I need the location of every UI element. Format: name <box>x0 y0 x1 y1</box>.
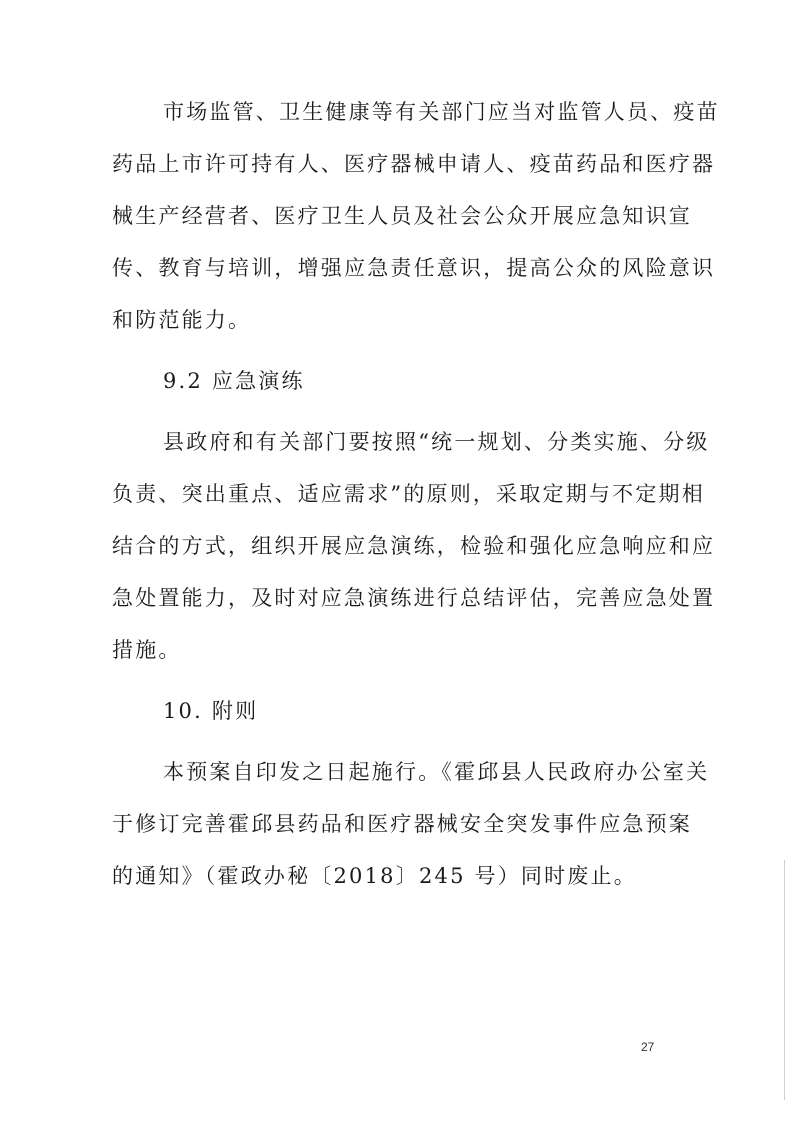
paragraph-1-line-4: 传、教育与培训，增强应急责任意识，提高公众的风险意识 <box>112 256 716 280</box>
paragraph-2-line-2: 负责、突出重点、适应需求”的原则，采取定期与不定期相 <box>112 482 705 506</box>
paragraph-2-line-3: 结合的方式，组织开展应急演练，检验和强化应急响应和应 <box>112 534 716 558</box>
paragraph-3-line-3: 的通知》（霍政办秘〔2018〕245 号）同时废止。 <box>112 864 637 888</box>
paragraph-2-line-1: 县政府和有关部门要按照“统一规划、分类实施、分级 <box>163 430 710 454</box>
paragraph-2-line-5: 措施。 <box>112 638 182 662</box>
section-heading-10: 10. 附则 <box>163 699 259 723</box>
paragraph-3-line-1: 本预案自印发之日起施行。《霍邱县人民政府办公室关 <box>163 760 710 784</box>
page-number: 27 <box>641 1040 655 1054</box>
paragraph-2-line-4: 急处置能力，及时对应急演练进行总结评估，完善应急处置 <box>112 586 716 610</box>
paragraph-1-line-5: 和防范能力。 <box>112 308 252 332</box>
paragraph-1-line-1: 市场监管、卫生健康等有关部门应当对监管人员、疫苗 <box>163 100 720 124</box>
paragraph-1-line-3: 械生产经营者、医疗卫生人员及社会公众开展应急知识宣 <box>112 204 692 228</box>
paragraph-3-line-2: 于修订完善霍邱县药品和医疗器械安全突发事件应急预案 <box>112 812 692 836</box>
scan-edge-mark <box>784 860 785 1100</box>
paragraph-1-line-2: 药品上市许可持有人、医疗器械申请人、疫苗药品和医疗器 <box>112 152 716 176</box>
section-heading-9-2: 9.2 应急演练 <box>163 369 305 393</box>
